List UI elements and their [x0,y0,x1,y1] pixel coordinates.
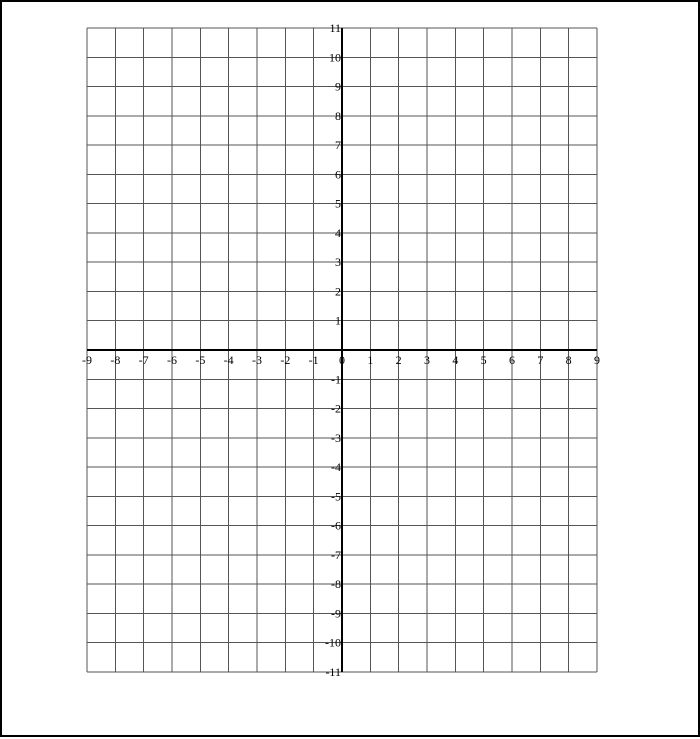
y-tick-label: -4 [331,460,341,475]
y-tick-label: 3 [335,255,341,270]
y-tick-label: -5 [331,489,341,504]
x-tick-label: -7 [138,353,149,367]
x-tick-label: 1 [367,353,374,367]
coordinate-grid [2,2,700,739]
y-tick-label: -7 [331,547,341,562]
x-tick-label: -3 [252,353,262,367]
y-tick-label: -3 [331,430,341,445]
y-tick-label: 9 [335,79,341,94]
y-tick-label: 4 [335,225,341,240]
y-tick-label: 7 [335,138,341,153]
y-tick-label: 5 [335,196,341,211]
y-tick-label: 2 [335,284,341,299]
y-tick-label: 8 [335,108,341,123]
x-tick-label: -6 [167,353,177,367]
x-tick-label: -2 [280,353,291,367]
y-tick-label: -9 [331,606,341,621]
x-tick-label: -9 [82,353,92,367]
x-tick-label: 6 [509,353,515,367]
x-tick-label: -1 [308,353,319,367]
x-tick-label: 3 [424,353,430,367]
x-tick-label: 5 [480,353,487,367]
y-tick-label: -11 [325,665,341,679]
x-tick-label: 2 [395,353,402,367]
y-tick-label: -1 [331,372,341,387]
y-tick-label: 11 [329,21,341,35]
x-tick-label: -8 [110,353,121,367]
x-tick-label: -4 [223,353,234,367]
x-tick-label: -5 [195,353,206,367]
axes [87,28,597,672]
x-tick-label: 4 [452,353,459,367]
y-tick-label: 1 [335,313,341,328]
x-tick-label: 7 [537,353,544,367]
y-tick-label: -2 [331,401,341,416]
x-tick-label: 8 [565,353,572,367]
y-tick-label: -6 [331,518,341,533]
y-tick-label: 6 [335,167,341,182]
y-tick-label: -8 [331,577,341,592]
x-tick-label: 0 [339,353,345,367]
x-tick-label: 9 [594,353,600,367]
y-tick-label: 10 [329,50,341,65]
y-tick-label: -10 [325,635,341,650]
x-tick-labels [82,353,600,367]
